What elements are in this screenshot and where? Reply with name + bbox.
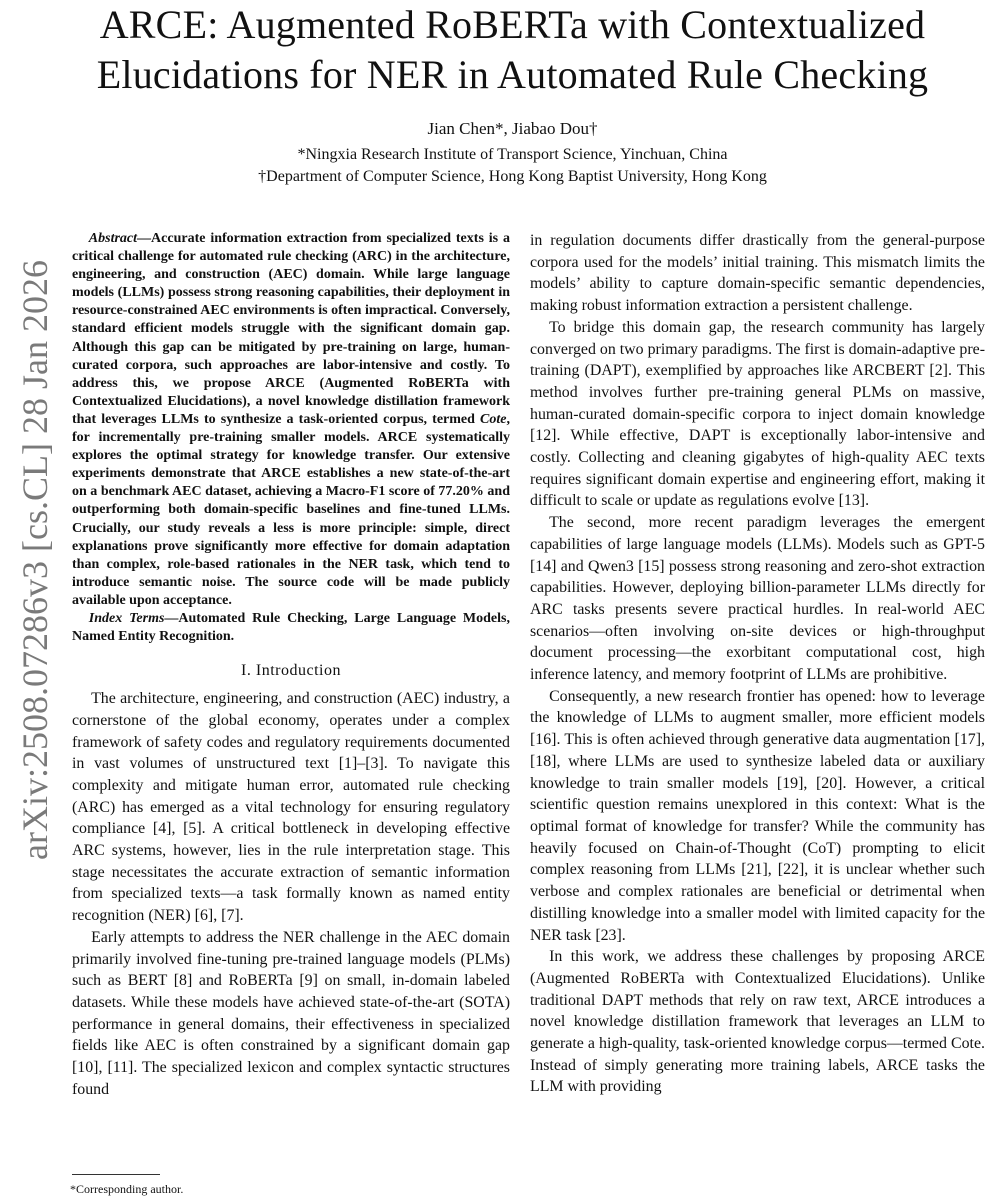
right-column	[530, 230, 985, 1098]
abstract	[72, 230, 510, 610]
arxiv-identifier: arXiv:2508.07286v3 [cs.CL] 28 Jan 2026	[15, 260, 55, 860]
title-line-1: ARCE: Augmented RoBERTa with Contextualized	[99, 2, 926, 47]
intro-paragraph-2: Early attempts to address the NER challenge in the AEC domain primarily involved fine-tuning pre-trained language models (PLMs) such as BERT [8] and RoBERTa [9] on small, in-domain labeled datasets. While these models have achieved state-of-the-art (SOTA) performance in general domains, their effectiveness in specialized fields like AEC is often constrained by a significant domain gap [10], [11]. The specialized lexicon and complex syntactic structures found	[72, 928, 510, 1098]
title-line-2: Elucidations for NER in Automated Rule Checking	[96, 52, 929, 97]
abstract-text-a: —Accurate information extraction from specialized texts is a critical challenge for automated rule checking (ARC) in the architecture, engineering, and construction (AEC) domain. While large language models (LLMs) possess strong reasoning capabilities, their deployment in resource-constrained AEC environments is often impractical. Conversely, standard efficient models struggle with the significant domain gap. Although this gap can be mitigated by pre-training on large, human-curated corpora, such approaches are labor-intensive and costly. To address this, we propose ARCE (Augmented RoBERTa with Contextualized Elucidations), a novel knowledge distillation framework that leverages LLMs to synthesize a task-oriented corpus, termed	[72, 231, 510, 427]
footnote-corresponding-author: *Corresponding author.	[70, 1182, 184, 1196]
right-paragraph-4: Consequently, a new research frontier has opened: how to leverage the knowledge of LLMs to augment smaller, more efficient models [16]. This is often achieved through generative data augmentation [17], [18], where LLMs are used to synthesize labeled data or auxiliary knowledge to train smaller models [19], [20]. However, a critical scientific question remains unexplored in this context: What is the optimal format of knowledge for transfer? While the community has heavily focused on Chain-of-Thought (CoT) prompting to elicit complex reasoning from LLMs [21], [22], it is unclear whether such verbose and complex rationales are beneficial or detrimental when distilling knowledge into a smaller model with limited capacity for the NER task [23].	[530, 687, 985, 944]
abstract-label: Abstract	[88, 231, 138, 246]
affiliation-1: *Ningxia Research Institute of Transport Science, Yinchuan, China	[297, 146, 728, 163]
right-paragraph-5: In this work, we address these challenges by proposing ARCE (Augmented RoBERTa with Contextualized Elucidations). Unlike traditional DAPT methods that rely on raw text, ARCE introduces a novel knowledge distillation framework that leverages an LLM to generate a high-quality, task-oriented knowledge corpus—termed Cote. Instead of simply generating more training labels, ARCE tasks the LLM with providing	[530, 948, 985, 1096]
index-terms-label: Index Terms	[88, 610, 165, 626]
right-paragraph-1: in regulation documents differ drastically from the general-purpose corpora used for the models’ initial training. This mismatch limits the models’ ability to capture domain-specific semantic dependencies, making robust information extraction a persistent challenge.	[530, 232, 985, 315]
affiliation-2: †Department of Computer Science, Hong Kong Baptist University, Hong Kong	[258, 168, 767, 185]
right-paragraph-3: The second, more recent paradigm leverages the emergent capabilities of large language models (LLMs). Models such as GPT-5 [14] and Qwen3 [15] possess strong reasoning and zero-shot extraction capabilities. However, deploying billion-parameter LLMs directly for ARC tasks presents severe practical hurdles. In real-world AEC scenarios—often involving on-site devices or high-throughput document processing—the exorbitant computational cost, high inference latency, and memory footprint of LLMs are prohibitive.	[530, 514, 985, 684]
left-column	[72, 230, 510, 1101]
author-list: Jian Chen*, Jiabao Dou†	[427, 119, 598, 138]
footnote-divider	[72, 1174, 160, 1175]
abstract-text-b: , for incrementally pre-training smaller models. ARCE systematically explores the optimal strategy for knowledge transfer. Our extensive experiments demonstrate that ARCE establishes a new state-of-the-art on a benchmark AEC dataset, achieving a Macro-F1 score of 77.20% and outperforming both domain-specific baselines and fine-tuned LLMs. Crucially, our study reveals a less is more principle: simple, direct explanations prove significantly more effective for domain adaptation than complex, role-based rationales in the NER task, which tend to introduce semantic noise. The source code will be made publicly available upon acceptance.	[72, 411, 510, 608]
intro-paragraph-1: The architecture, engineering, and construction (AEC) industry, a cornerstone of the global economy, operates under a complex framework of safety codes and regulatory requirements documented in vast volumes of unstructured text [1]–[3]. To navigate this complexity and mitigate human error, automated rule checking (ARC) has emerged as a vital technology for ensuring regulatory compliance [4], [5]. A critical bottleneck in developing effective ARC systems, however, lies in the rule interpretation stage. This stage necessitates the accurate extraction of semantic information from specialized texts—a task formally known as named entity recognition (NER) [6], [7].	[72, 690, 510, 925]
index-terms	[72, 610, 510, 646]
index-terms-text: —Automated Rule Checking, Large Language Models, Named Entity Recognition.	[72, 610, 510, 645]
paper-title	[40, 0, 985, 100]
abstract-cote-term: Cote	[480, 411, 507, 427]
section-heading-introduction: I. Introduction	[241, 662, 341, 680]
right-paragraph-2: To bridge this domain gap, the research community has largely converged on two primary paradigms. The first is domain-adaptive pre-training (DAPT), exemplified by approaches like ARCBERT [2]. This method involves further pre-training general PLMs on massive, human-curated domain-specific corpora to inject domain knowledge [12]. While effective, DAPT is exceptionally labor-intensive and costly. Collecting and cleaning gigabytes of high-quality AEC texts requires significant domain expertise and engineering effort, making it difficult to scale or update as regulations evolve [13].	[530, 318, 985, 510]
